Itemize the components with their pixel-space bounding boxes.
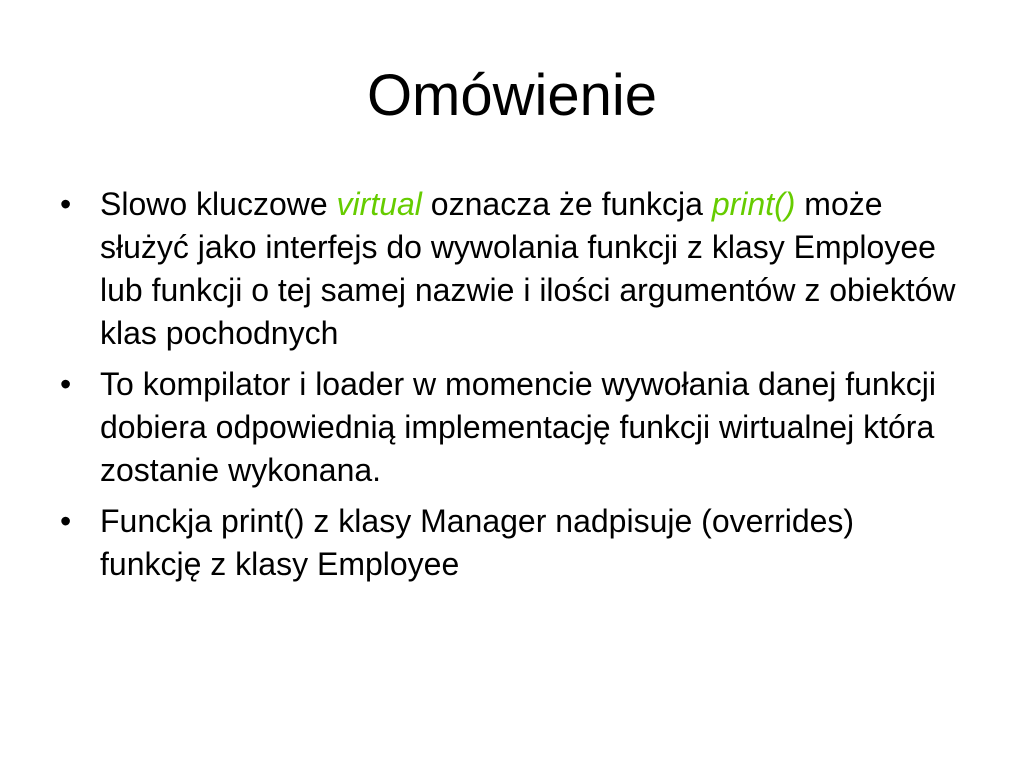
bullet-item-1 (60, 183, 960, 355)
bullet-item-3 (60, 500, 960, 586)
bullet-icon: • (60, 186, 72, 222)
bullet-text-segment: To kompilator i loader w momencie wywołania danej funkcji dobiera odpowiednią implementację funkcji wirtualnej która zostanie wykonana. (100, 366, 936, 488)
bullet-text-segment: oznacza że funkcja (421, 186, 712, 222)
bullet-text-segment: może służyć jako interfejs do wywolania funkcji z klasy Employee lub funkcji o tej samej nazwie i ilości argumentów z obiektów klas pochodnych (100, 186, 956, 351)
bullet-text-segment: Funckja print() z klasy Manager nadpisuje (overrides) funkcję z klasy Employee (100, 503, 855, 582)
bullet-icon: • (60, 366, 72, 402)
bullet-list (60, 183, 960, 594)
bullet-icon: • (60, 503, 72, 539)
keyword-print: print() (711, 186, 796, 222)
keyword-virtual: virtual (336, 186, 422, 222)
bullet-item-2 (60, 363, 960, 492)
bullet-text-segment: Slowo kluczowe (100, 186, 337, 222)
slide-title: Omówienie (366, 63, 658, 128)
